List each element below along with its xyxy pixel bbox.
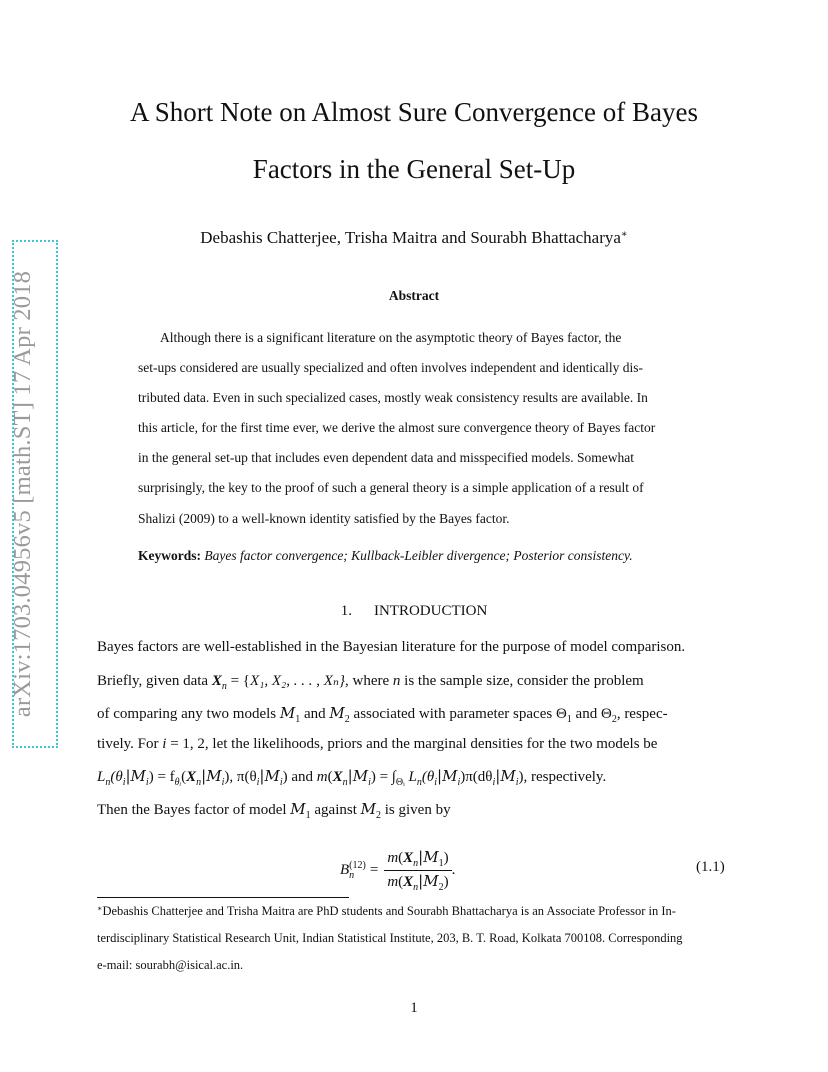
section-heading bbox=[60, 603, 768, 620]
abstract-heading: Abstract bbox=[388, 288, 440, 303]
keywords bbox=[138, 548, 633, 564]
footnote-line-2: terdisciplinary Statistical Research Unit, Indian Statistical Institute, 203, B. T. Road, Kolkata 700108. Corresponding bbox=[97, 931, 683, 945]
intro-line-5: $L_n(\theta_i|M_i) = f_{\theta ᵢ}(X_n|M_i)$, $\pi(\theta_i|M_i)$ and $m(X_n|M_i) = \int_{\Theta ᵢ}$ $L_n(\theta_i|M_i)\pi(d\theta_i|M_i)$, respectively. bbox=[97, 767, 607, 788]
section-number: 1. bbox=[340, 603, 352, 619]
equation-fraction: $\frac{m(X_n|M_1)}{m(X_n|M_2)}$ bbox=[384, 848, 451, 893]
footnote-line-1: ∗Debashis Chatterjee and Trisha Maitra are PhD students and Sourabh Bhattacharya is an Associate Professor in In- bbox=[97, 904, 676, 918]
intro-line-1: Bayes factors are well-established in the Bayesian literature for the purpose of model comparison. bbox=[97, 639, 686, 655]
page-number: 1 bbox=[410, 1000, 418, 1016]
section-title: INTRODUCTION bbox=[373, 603, 488, 619]
intro-line-3: of comparing any two models $M_1$ and $M_2$ associated with parameter spaces $\Theta_1$ and $\Theta_2$, respec- bbox=[97, 704, 668, 725]
intro-line-4: tively. For i = 1, 2, let the likelihoods, priors and the marginal densities for the two models be bbox=[97, 736, 658, 752]
intro-line-6: Then the Bayes factor of model $M_1$ against $M_2$ is given by bbox=[97, 800, 451, 821]
arxiv-stamp: arXiv:1703.04956v5 [math.ST] 17 Apr 2018 bbox=[9, 270, 36, 718]
equation-number: (1.1) bbox=[696, 859, 725, 875]
abstract-line: surprisingly, the key to the proof of such a general theory is a simple application of a result of bbox=[138, 480, 644, 495]
intro-line-2: Briefly, given data $X_n = \{X_1$, X₂, . . . , Xₙ}, where n is the sample size, consider the problem bbox=[97, 673, 644, 692]
equation-1-1: B (12) n = $\frac{m(X_n|M_1)}{m(X_n|M_2)}$ . bbox=[340, 848, 456, 893]
title-line-2: Factors in the General Set-Up bbox=[252, 154, 576, 184]
keywords-text: Bayes factor convergence; Kullback-Leibler divergence; Posterior consistency. bbox=[204, 548, 633, 563]
abstract-line: tributed data. Even in such specialized cases, mostly weak consistency results are available. In bbox=[138, 390, 648, 405]
author-names: Debashis Chatterjee, Trisha Maitra and Sourabh Bhattacharya bbox=[200, 228, 621, 247]
footnote-line-3: e-mail: sourabh@isical.ac.in. bbox=[97, 958, 244, 972]
abstract-line: this article, for the first time ever, we derive the almost sure convergence theory of Bayes factor bbox=[138, 420, 656, 435]
abstract-line: set-ups considered are usually specialized and often involves independent and identically dis- bbox=[138, 360, 643, 375]
keywords-label: Keywords: bbox=[138, 548, 201, 563]
title-line-1: A Short Note on Almost Sure Convergence of Bayes bbox=[130, 97, 698, 127]
abstract-line: Although there is a significant literature on the asymptotic theory of Bayes factor, the bbox=[160, 330, 622, 345]
footnote-rule bbox=[97, 897, 349, 898]
authors bbox=[60, 228, 768, 248]
abstract-line: in the general set-up that includes even dependent data and misspecified models. Somewhat bbox=[138, 450, 634, 465]
author-footnote-mark: ∗ bbox=[620, 229, 628, 240]
abstract-line: Shalizi (2009) to a well-known identity satisfied by the Bayes factor. bbox=[138, 511, 510, 526]
